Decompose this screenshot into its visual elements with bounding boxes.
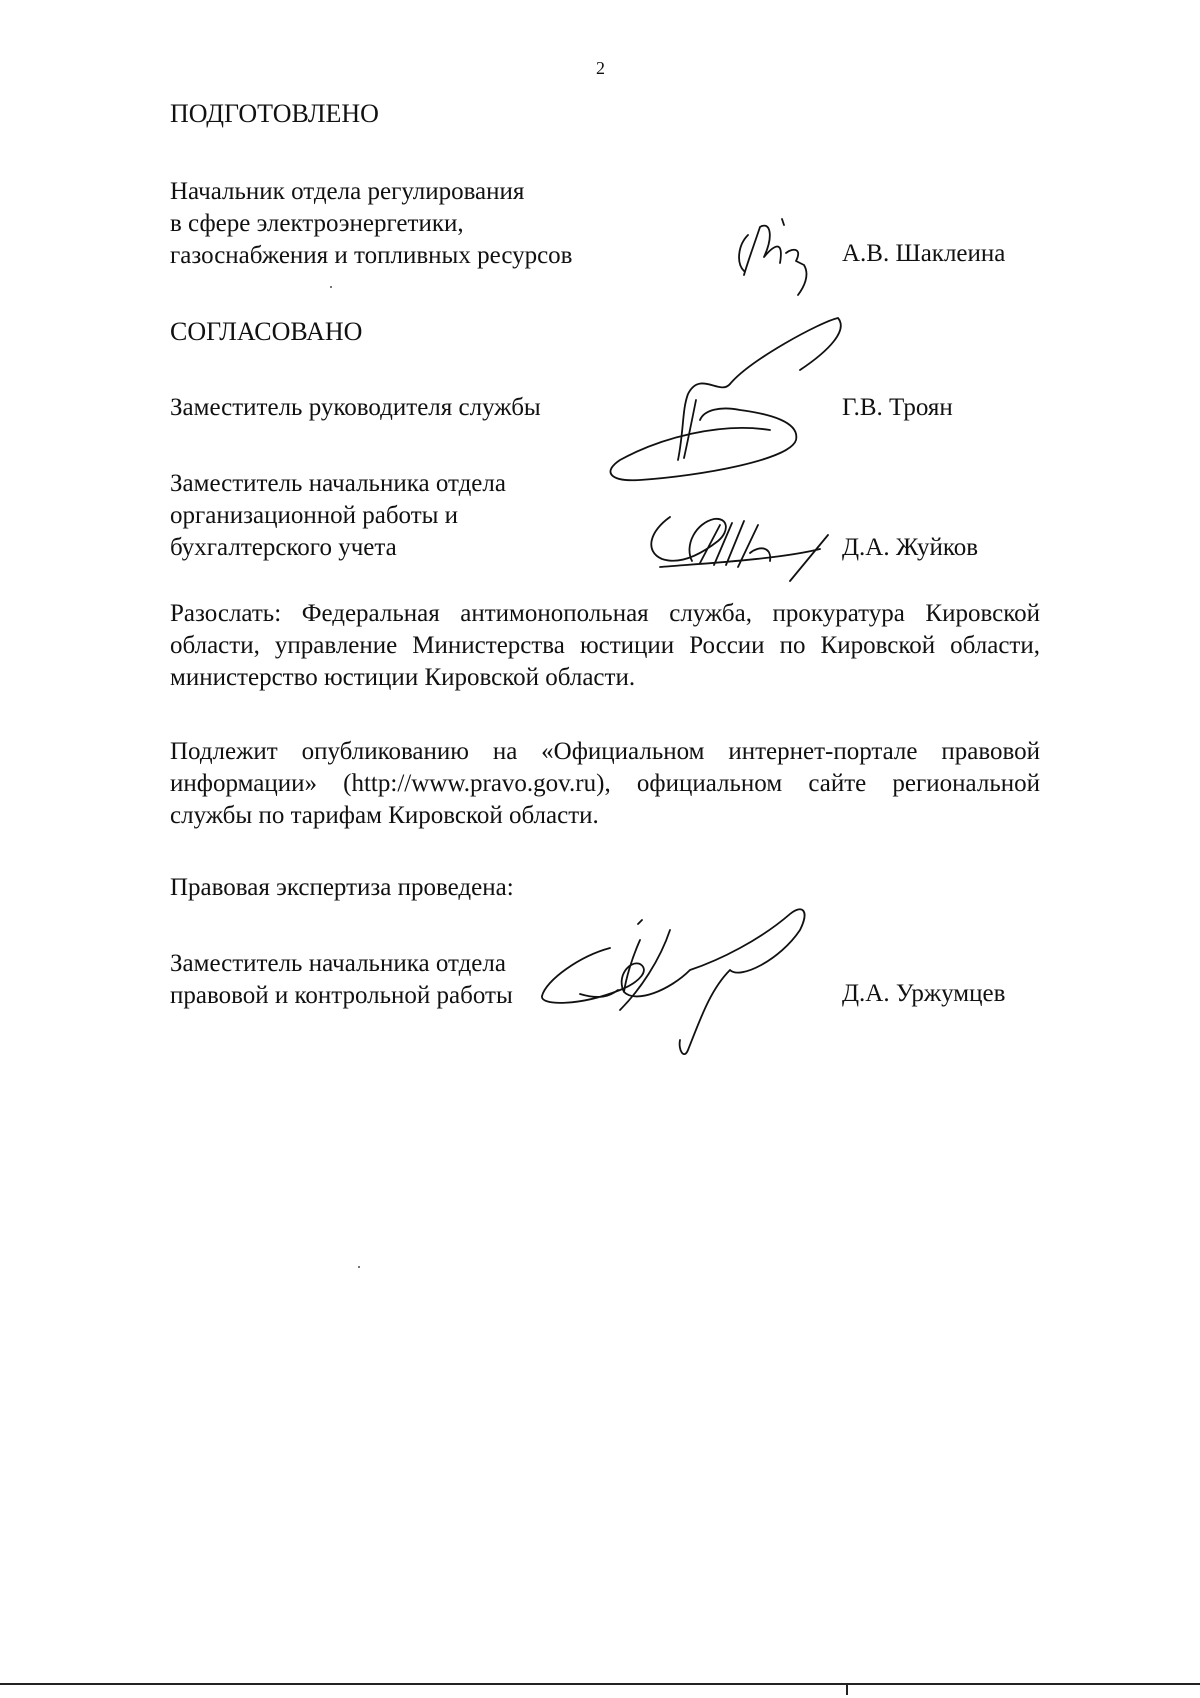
agreed-position-line: бухгалтерского учета bbox=[170, 534, 397, 561]
legal-review-position-line: Заместитель начальника отдела bbox=[170, 950, 506, 977]
signature-troyan bbox=[600, 310, 860, 500]
scan-speck bbox=[330, 286, 332, 288]
legal-review-position-line: правовой и контрольной работы bbox=[170, 982, 513, 1009]
agreed-position-line: организационной работы и bbox=[170, 502, 459, 529]
legal-review-heading: Правовая экспертиза проведена: bbox=[170, 874, 514, 901]
prepared-position-line: Начальник отдела регулирования bbox=[170, 178, 525, 205]
signature-zhuykov bbox=[640, 505, 840, 585]
distribution-paragraph: Разослать: Федеральная антимонопольная служба, прокуратура Кировской области, управление Министерства юстиции России по Кировской области, министерство юстиции Кировской области. bbox=[170, 600, 1040, 691]
legal-review-signatory-name: Д.А. Уржумцев bbox=[842, 980, 1006, 1007]
agreed-heading: СОГЛАСОВАНО bbox=[170, 317, 363, 346]
scan-speck bbox=[358, 1266, 360, 1268]
agreed-signatory-name: Г.В. Троян bbox=[842, 394, 953, 421]
prepared-position-line: в сфере электроэнергетики, bbox=[170, 210, 464, 237]
prepared-heading: ПОДГОТОВЛЕНО bbox=[170, 99, 379, 128]
publication-paragraph: Подлежит опубликованию на «Официальном интернет-портале правовой информации» (http://www.pravo.gov.ru), официальном сайте региональной службы по тарифам Кировской области. bbox=[170, 738, 1040, 829]
agreed-signatory-name: Д.А. Жуйков bbox=[842, 534, 979, 561]
agreed-position-line: Заместитель начальника отдела bbox=[170, 470, 506, 497]
signature-urzhumtsev bbox=[540, 900, 840, 1060]
agreed-position-line: Заместитель руководителя службы bbox=[170, 394, 541, 421]
page-number: 2 bbox=[596, 58, 605, 78]
prepared-signatory-name: А.В. Шаклеина bbox=[842, 240, 1006, 267]
bottom-rule bbox=[0, 1683, 1200, 1685]
prepared-position-line: газоснабжения и топливных ресурсов bbox=[170, 242, 573, 269]
signature-shakleina bbox=[730, 205, 830, 300]
bottom-rule-tick bbox=[846, 1683, 848, 1695]
